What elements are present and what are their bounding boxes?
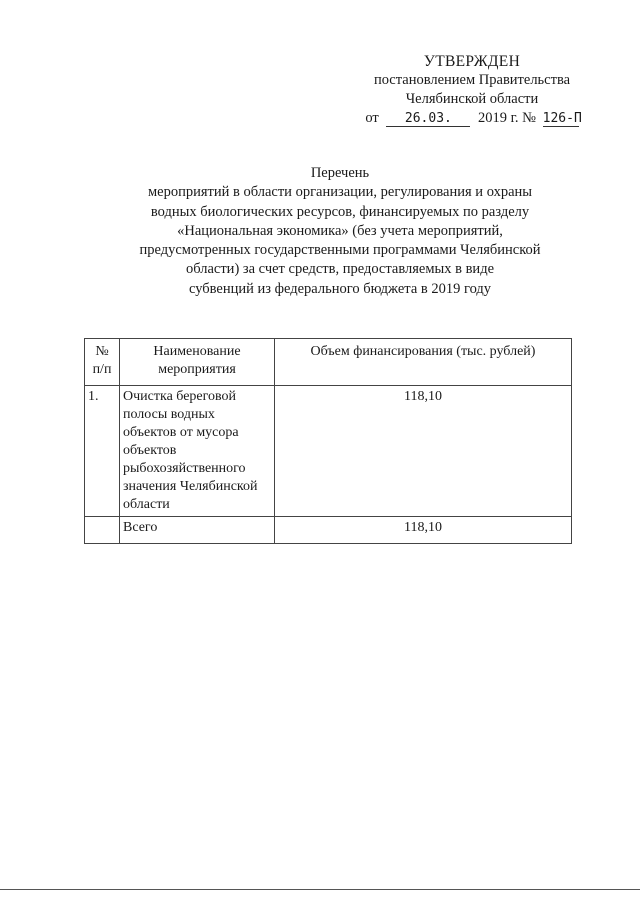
title-line-4: «Национальная экономика» (без учета мероприятий,: [177, 222, 503, 239]
year-text: 2019 г. №: [478, 110, 537, 126]
approval-date-line: [352, 109, 592, 128]
table-row: [85, 386, 572, 517]
row-amount: 118,10: [275, 386, 572, 517]
total-amount: 118,10: [275, 517, 572, 544]
from-label: от: [365, 110, 379, 126]
approval-line-1: постановлением Правительства: [373, 72, 571, 88]
title-line-5: предусмотренных государственными программами Челябинской: [139, 242, 541, 259]
title-line-6: области) за счет средств, предоставляемых в виде: [185, 261, 495, 278]
title-line-7: субвенций из федерального бюджета в 2019 году: [188, 280, 492, 297]
header-amount: Объем финансирования (тыс. рублей): [275, 339, 572, 386]
header-num: № п/п: [85, 339, 120, 386]
page-bottom-rule: [0, 889, 640, 890]
document-title: [110, 164, 570, 299]
activities-table: [84, 338, 572, 544]
total-num: [85, 517, 120, 544]
header-name: Наименование мероприятия: [120, 339, 275, 386]
title-line-3: водных биологических ресурсов, финансируемых по разделу: [150, 203, 530, 220]
row-name: Очистка береговой полосы водных объектов от мусора объектов рыбохозяйственного значения Челябинской области: [120, 386, 275, 517]
total-row: [85, 517, 572, 544]
title-line-1: Перечень: [310, 165, 370, 181]
row-num: 1.: [85, 386, 120, 517]
total-label: Всего: [120, 517, 275, 544]
approval-heading: УТВЕРЖДЕН: [423, 53, 521, 70]
title-line-2: мероприятий в области организации, регулирования и охраны: [147, 184, 533, 201]
approval-date: 26.03.: [386, 111, 470, 127]
approval-line-2: Челябинской области: [405, 91, 539, 107]
approval-number: 126-П: [542, 111, 582, 126]
approval-block: [352, 52, 592, 128]
table-header-row: [85, 339, 572, 386]
